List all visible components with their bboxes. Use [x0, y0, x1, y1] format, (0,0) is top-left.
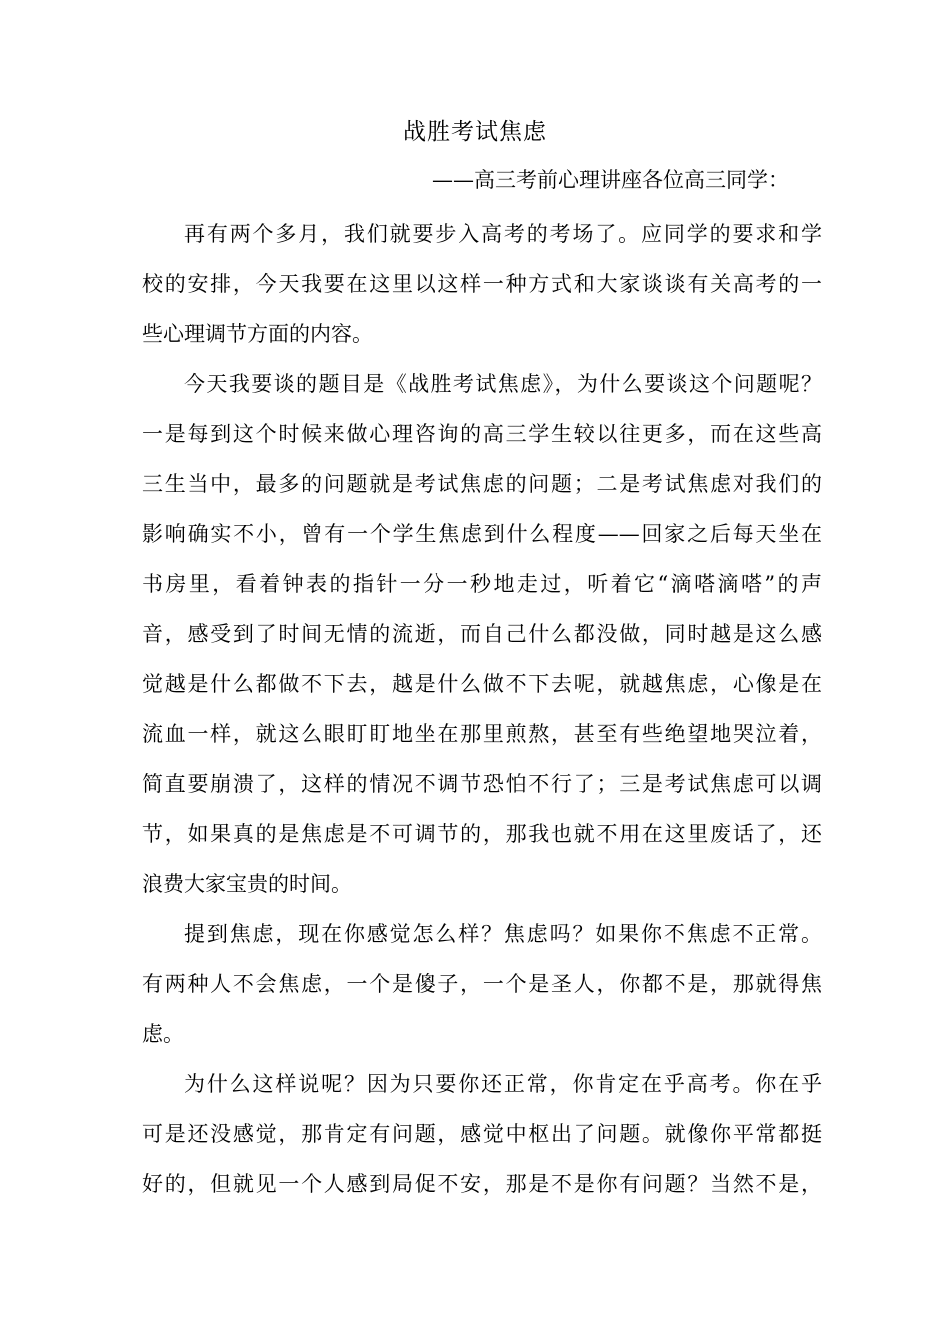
paragraph-line: 节，如果真的是焦虑是不可调节的，那我也就不用在这里废话了，还: [142, 822, 822, 846]
paragraph-line: 书房里，看着钟表的指针一分一秒地走过，听着它“滴嗒滴嗒”的声: [142, 572, 822, 596]
paragraph-line: 些心理调节方面的内容。: [142, 322, 373, 346]
paragraph-4: [142, 1059, 822, 1209]
paragraph-line: 校的安排，今天我要在这里以这样一种方式和大家谈谈有关高考的一: [142, 272, 822, 296]
document-body: [142, 209, 822, 1209]
paragraph-line: 好的，但就见一个人感到局促不安，那是不是你有问题？当然不是，: [142, 1172, 822, 1196]
paragraph-line: 影响确实不小，曾有一个学生焦虑到什么程度——回家之后每天坐在: [142, 522, 822, 546]
paragraph-line: 浪费大家宝贵的时间。: [142, 872, 352, 896]
paragraph-line: 提到焦虑，现在你感觉怎么样？焦虑吗？如果你不焦虑不正常。: [184, 922, 822, 946]
paragraph-line: 三生当中，最多的问题就是考试焦虑的问题；二是考试焦虑对我们的: [142, 472, 822, 496]
paragraph-line: 简直要崩溃了，这样的情况不调节恐怕不行了；三是考试焦虑可以调: [142, 772, 822, 796]
paragraph-line: 有两种人不会焦虑，一个是傻子，一个是圣人，你都不是，那就得焦: [142, 972, 822, 996]
paragraph-line: 为什么这样说呢？因为只要你还正常，你肯定在乎高考。你在乎: [184, 1072, 822, 1096]
paragraph-2: [142, 359, 822, 909]
paragraph-line: 可是还没感觉，那肯定有问题，感觉中枢出了问题。就像你平常都挺: [142, 1122, 822, 1146]
paragraph-line: 今天我要谈的题目是《战胜考试焦虑》，为什么要谈这个问题呢？: [184, 372, 822, 396]
paragraph-3: [142, 909, 822, 1059]
paragraph-line: 虑。: [142, 1022, 184, 1046]
document-subtitle: ——高三考前心理讲座各位高三同学：: [432, 168, 789, 192]
paragraph-line: 再有两个多月，我们就要步入高考的考场了。应同学的要求和学: [184, 222, 822, 246]
paragraph-line: 觉越是什么都做不下去，越是什么做不下去呢，就越焦虑，心像是在: [142, 672, 822, 696]
paragraph-1: [142, 209, 822, 359]
paragraph-line: 流血一样，就这么眼盯盯地坐在那里煎熬，甚至有些绝望地哭泣着，: [142, 722, 822, 746]
paragraph-line: 一是每到这个时候来做心理咨询的高三学生较以往更多，而在这些高: [142, 422, 822, 446]
document-title: 战胜考试焦虑: [403, 119, 547, 145]
paragraph-line: 音，感受到了时间无情的流逝，而自己什么都没做，同时越是这么感: [142, 622, 822, 646]
